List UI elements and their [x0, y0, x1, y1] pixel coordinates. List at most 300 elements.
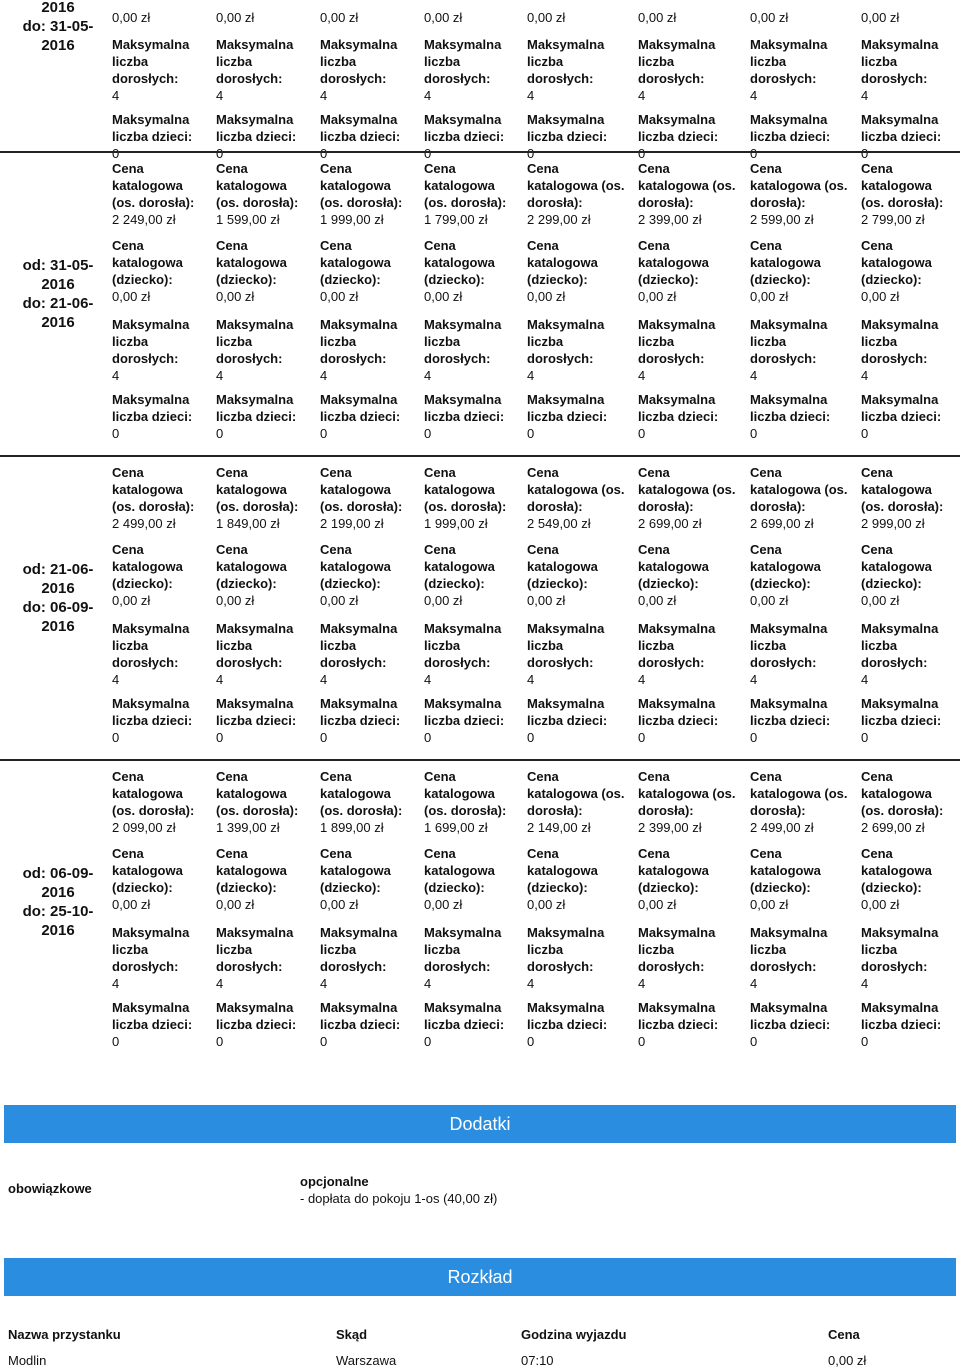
- max-children-label: Maksymalna: [861, 112, 939, 127]
- adult-price-value: 2 499,00 zł: [750, 820, 814, 835]
- max-adults-cell: [216, 924, 316, 992]
- max-children-value: 0: [750, 426, 758, 441]
- child-price-label: Cena: [216, 542, 248, 557]
- adult-price-cell: [638, 768, 738, 836]
- child-price-value: 0,00 zł: [424, 593, 463, 608]
- max-adults-value: 4: [216, 368, 224, 383]
- child-price-label: Cena: [216, 238, 248, 253]
- child-price-label: (dziecko):: [320, 576, 381, 591]
- max-adults-label: liczba: [320, 54, 357, 69]
- max-children-value: 0: [424, 1034, 432, 1049]
- adult-price-label: (os. dorosła):: [320, 803, 403, 818]
- max-adults-label: Maksymalna: [424, 317, 502, 332]
- max-children-label: Maksymalna: [750, 1000, 828, 1015]
- max-adults-value: 4: [216, 88, 224, 103]
- max-children-label: Maksymalna: [424, 392, 502, 407]
- child-price-label: (dziecko):: [112, 272, 173, 287]
- adult-price-cell: [424, 464, 524, 532]
- period-date-line: 2016: [41, 580, 75, 597]
- child-price-label: katalogowa: [424, 559, 495, 574]
- max-adults-label: liczba: [861, 942, 898, 957]
- adult-price-label: (os. dorosła):: [320, 195, 403, 210]
- adult-price-label: dorosła):: [527, 803, 583, 818]
- max-adults-label: dorosłych:: [638, 351, 705, 366]
- max-adults-label: Maksymalna: [216, 37, 294, 52]
- adult-price-label: dorosła):: [750, 803, 806, 818]
- adult-price-label: katalogowa: [112, 786, 183, 801]
- adult-price-label: (os. dorosła):: [424, 195, 507, 210]
- max-children-cell: [320, 695, 420, 746]
- child-price-label: katalogowa: [527, 863, 598, 878]
- max-children-value: 0: [112, 426, 120, 441]
- dodatki-title: Dodatki: [449, 1114, 511, 1134]
- adult-price-label: katalogowa: [424, 482, 495, 497]
- max-children-label: liczba dzieci:: [320, 713, 401, 728]
- child-price-label: Cena: [638, 846, 670, 861]
- adult-price-value: 1 599,00 zł: [216, 212, 280, 227]
- max-children-label: Maksymalna: [216, 1000, 294, 1015]
- child-price-value: 0,00 zł: [424, 289, 463, 304]
- max-adults-cell: [750, 316, 850, 384]
- max-adults-cell: [216, 36, 316, 104]
- max-children-cell: [750, 695, 850, 746]
- child-price-cell: [638, 845, 738, 913]
- child-price-label: (dziecko):: [424, 576, 485, 591]
- child-price-cell: [112, 845, 212, 913]
- max-adults-label: dorosłych:: [216, 351, 283, 366]
- max-children-label: liczba dzieci:: [527, 129, 608, 144]
- child-price-label: (dziecko):: [216, 272, 277, 287]
- adult-price-label: katalogowa (os.: [527, 178, 625, 193]
- adult-price-label: Cena: [638, 465, 670, 480]
- max-children-label: Maksymalna: [320, 392, 398, 407]
- child-price-cell: [527, 541, 627, 609]
- adult-price-label: Cena: [750, 161, 782, 176]
- child-price-label: Cena: [638, 542, 670, 557]
- adult-price-label: dorosła):: [527, 499, 583, 514]
- adult-price-value: 2 399,00 zł: [638, 820, 702, 835]
- max-children-value: 0: [424, 426, 432, 441]
- child-price-cell: [320, 541, 420, 609]
- price-period: [0, 759, 960, 1070]
- child-price-label: katalogowa: [216, 559, 287, 574]
- max-adults-label: dorosłych:: [638, 959, 705, 974]
- adult-price-cell: [320, 464, 420, 532]
- max-children-label: Maksymalna: [424, 112, 502, 127]
- adult-price-value: 1 999,00 zł: [320, 212, 384, 227]
- max-children-cell: [638, 999, 738, 1050]
- adult-price-label: katalogowa: [424, 786, 495, 801]
- child-price-value: 0,00 zł: [424, 897, 463, 912]
- child-price-cell: [861, 237, 960, 305]
- max-children-value: 0: [424, 146, 432, 161]
- max-adults-label: liczba: [861, 334, 898, 349]
- child-price-value: 0,00 zł: [750, 289, 789, 304]
- max-children-label: liczba dzieci:: [527, 409, 608, 424]
- max-children-value: 0: [320, 426, 328, 441]
- max-adults-label: Maksymalna: [750, 621, 828, 636]
- child-price-value: 0,00 zł: [861, 10, 900, 25]
- max-adults-cell: [320, 316, 420, 384]
- adult-price-value: 2 799,00 zł: [861, 212, 925, 227]
- adult-price-label: dorosła):: [750, 195, 806, 210]
- child-price-value: 0,00 zł: [638, 10, 677, 25]
- child-price-value: 0,00 zł: [861, 289, 900, 304]
- max-adults-label: dorosłych:: [320, 959, 387, 974]
- max-adults-cell: [216, 620, 316, 688]
- max-adults-label: liczba: [216, 54, 253, 69]
- period-date-line: 2016: [41, 276, 75, 293]
- max-adults-label: dorosłych:: [320, 71, 387, 86]
- adult-price-label: Cena: [527, 465, 559, 480]
- adult-price-label: Cena: [861, 161, 893, 176]
- max-children-cell: [424, 695, 524, 746]
- adult-price-value: 1 899,00 zł: [320, 820, 384, 835]
- max-children-cell: [750, 391, 850, 442]
- max-children-label: Maksymalna: [638, 392, 716, 407]
- child-price-label: Cena: [112, 846, 144, 861]
- child-price-cell: [527, 237, 627, 305]
- max-adults-value: 4: [112, 672, 120, 687]
- max-children-label: liczba dzieci:: [638, 713, 719, 728]
- adult-price-label: katalogowa (os.: [750, 482, 848, 497]
- max-adults-label: Maksymalna: [750, 925, 828, 940]
- child-price-label: katalogowa: [527, 255, 598, 270]
- child-price-label: (dziecko):: [861, 272, 922, 287]
- max-adults-label: dorosłych:: [861, 351, 928, 366]
- child-price-label: (dziecko):: [861, 576, 922, 591]
- adult-price-label: Cena: [527, 769, 559, 784]
- max-adults-value: 4: [861, 976, 869, 991]
- child-price-value: 0,00 zł: [112, 593, 151, 608]
- adult-price-label: katalogowa: [320, 786, 391, 801]
- period-date-line: 2016: [41, 884, 75, 901]
- child-price-label: (dziecko):: [638, 272, 699, 287]
- adult-price-label: Cena: [320, 161, 352, 176]
- max-children-label: Maksymalna: [638, 696, 716, 711]
- max-adults-label: dorosłych:: [216, 71, 283, 86]
- max-children-value: 0: [638, 426, 646, 441]
- adult-price-cell: [112, 160, 212, 228]
- max-children-label: liczba dzieci:: [216, 129, 297, 144]
- child-price-value: 0,00 zł: [216, 593, 255, 608]
- child-price-label: Cena: [320, 238, 352, 253]
- max-children-label: Maksymalna: [750, 696, 828, 711]
- max-children-value: 0: [527, 146, 535, 161]
- max-adults-label: liczba: [750, 334, 787, 349]
- max-adults-label: Maksymalna: [527, 925, 605, 940]
- child-price-value: 0,00 zł: [527, 10, 566, 25]
- max-children-value: 0: [527, 1034, 535, 1049]
- max-children-cell: [424, 391, 524, 442]
- adult-price-cell: [527, 464, 627, 532]
- child-price-label: (dziecko):: [216, 576, 277, 591]
- max-adults-value: 4: [861, 368, 869, 383]
- child-price-value: 0,00 zł: [112, 10, 151, 25]
- adult-price-label: katalogowa: [861, 482, 932, 497]
- max-adults-label: Maksymalna: [861, 925, 939, 940]
- child-price-label: katalogowa: [424, 863, 495, 878]
- max-adults-label: liczba: [112, 942, 149, 957]
- max-children-value: 0: [112, 730, 120, 745]
- max-children-cell: [112, 391, 212, 442]
- max-adults-cell: [638, 36, 738, 104]
- period-dates: [10, 256, 106, 332]
- max-adults-label: liczba: [216, 638, 253, 653]
- max-children-value: 0: [320, 146, 328, 161]
- child-price-label: Cena: [320, 542, 352, 557]
- adult-price-cell: [320, 768, 420, 836]
- adult-price-label: katalogowa (os.: [638, 786, 736, 801]
- max-children-cell: [320, 999, 420, 1050]
- max-adults-value: 4: [750, 88, 758, 103]
- max-adults-label: Maksymalna: [320, 37, 398, 52]
- max-adults-label: liczba: [638, 942, 675, 957]
- adult-price-label: dorosła):: [638, 195, 694, 210]
- max-adults-value: 4: [750, 976, 758, 991]
- max-adults-value: 4: [861, 672, 869, 687]
- max-adults-label: Maksymalna: [861, 317, 939, 332]
- adult-price-value: 2 699,00 zł: [861, 820, 925, 835]
- max-children-value: 0: [861, 426, 869, 441]
- child-price-value: 0,00 zł: [861, 897, 900, 912]
- max-children-value: 0: [320, 1034, 328, 1049]
- max-children-value: 0: [750, 730, 758, 745]
- child-price-label: (dziecko):: [320, 272, 381, 287]
- adult-price-label: dorosła):: [750, 499, 806, 514]
- child-price-value: 0,00 zł: [638, 289, 677, 304]
- child-price-value: 0,00 zł: [216, 10, 255, 25]
- child-price-label: katalogowa: [216, 255, 287, 270]
- max-children-value: 0: [638, 146, 646, 161]
- child-price-label: (dziecko):: [750, 272, 811, 287]
- adult-price-label: katalogowa: [320, 178, 391, 193]
- max-adults-label: Maksymalna: [527, 317, 605, 332]
- max-children-value: 0: [216, 146, 224, 161]
- child-price-label: katalogowa: [112, 559, 183, 574]
- max-adults-cell: [750, 36, 850, 104]
- max-adults-cell: [638, 620, 738, 688]
- max-children-label: liczba dzieci:: [638, 1017, 719, 1032]
- adult-price-value: 1 799,00 zł: [424, 212, 488, 227]
- max-adults-cell: [320, 36, 420, 104]
- max-children-label: Maksymalna: [112, 696, 190, 711]
- child-price-cell: [320, 845, 420, 913]
- max-adults-value: 4: [112, 368, 120, 383]
- max-adults-value: 4: [320, 976, 328, 991]
- max-adults-label: dorosłych:: [750, 959, 817, 974]
- max-adults-label: dorosłych:: [527, 351, 594, 366]
- max-adults-cell: [527, 924, 627, 992]
- max-children-value: 0: [320, 730, 328, 745]
- child-price-value: 0,00 zł: [527, 289, 566, 304]
- adult-price-value: 2 249,00 zł: [112, 212, 176, 227]
- max-adults-label: liczba: [216, 334, 253, 349]
- child-price-value: 0,00 zł: [320, 289, 359, 304]
- max-children-cell: [216, 391, 316, 442]
- max-adults-cell: [638, 316, 738, 384]
- adult-price-label: Cena: [424, 465, 456, 480]
- max-children-value: 0: [112, 146, 120, 161]
- adult-price-label: Cena: [216, 769, 248, 784]
- obowiazkowe-label: obowiązkowe: [8, 1181, 92, 1196]
- max-adults-label: Maksymalna: [424, 925, 502, 940]
- max-children-label: liczba dzieci:: [638, 409, 719, 424]
- adult-price-label: (os. dorosła):: [112, 195, 195, 210]
- max-adults-label: Maksymalna: [424, 37, 502, 52]
- max-children-label: liczba dzieci:: [527, 713, 608, 728]
- max-adults-label: liczba: [638, 54, 675, 69]
- max-children-label: Maksymalna: [320, 696, 398, 711]
- max-adults-label: liczba: [112, 334, 149, 349]
- child-price-label: Cena: [424, 846, 456, 861]
- child-price-cell: [424, 237, 524, 305]
- max-adults-label: Maksymalna: [527, 621, 605, 636]
- adult-price-cell: [216, 768, 316, 836]
- child-price-label: katalogowa: [424, 255, 495, 270]
- max-children-label: liczba dzieci:: [750, 409, 831, 424]
- header-cena: Cena: [828, 1327, 860, 1342]
- max-adults-cell: [112, 620, 212, 688]
- max-children-label: Maksymalna: [638, 112, 716, 127]
- adult-price-cell: [861, 768, 960, 836]
- max-adults-label: liczba: [424, 334, 461, 349]
- max-adults-label: dorosłych:: [750, 655, 817, 670]
- adult-price-label: Cena: [861, 769, 893, 784]
- adult-price-cell: [861, 464, 960, 532]
- child-price-label: (dziecko):: [750, 576, 811, 591]
- max-children-label: Maksymalna: [750, 112, 828, 127]
- max-adults-label: Maksymalna: [320, 925, 398, 940]
- child-price-label: Cena: [112, 238, 144, 253]
- max-children-label: liczba dzieci:: [750, 1017, 831, 1032]
- max-adults-label: dorosłych:: [112, 351, 179, 366]
- max-adults-label: Maksymalna: [861, 37, 939, 52]
- max-adults-label: Maksymalna: [320, 621, 398, 636]
- max-adults-cell: [112, 36, 212, 104]
- period-dates: [10, 864, 106, 940]
- child-price-label: katalogowa: [750, 863, 821, 878]
- adult-price-label: (os. dorosła):: [861, 803, 944, 818]
- child-price-value: 0,00 zł: [320, 10, 359, 25]
- max-children-cell: [750, 999, 850, 1050]
- max-children-label: liczba dzieci:: [112, 1017, 193, 1032]
- adult-price-label: Cena: [320, 769, 352, 784]
- max-adults-value: 4: [320, 88, 328, 103]
- child-price-label: Cena: [750, 238, 782, 253]
- max-adults-label: dorosłych:: [112, 655, 179, 670]
- max-adults-label: liczba: [320, 638, 357, 653]
- child-price-label: katalogowa: [861, 255, 932, 270]
- max-adults-cell: [861, 36, 960, 104]
- max-adults-value: 4: [527, 88, 535, 103]
- max-children-value: 0: [750, 1034, 758, 1049]
- adult-price-label: Cena: [216, 161, 248, 176]
- max-children-cell: [638, 695, 738, 746]
- child-price-value: 0,00 zł: [750, 897, 789, 912]
- max-adults-cell: [861, 620, 960, 688]
- child-price-label: (dziecko):: [424, 272, 485, 287]
- max-children-label: Maksymalna: [861, 392, 939, 407]
- adult-price-cell: [216, 464, 316, 532]
- max-children-cell: [638, 391, 738, 442]
- max-children-label: liczba dzieci:: [424, 713, 505, 728]
- max-adults-label: Maksymalna: [112, 621, 190, 636]
- child-price-label: Cena: [527, 846, 559, 861]
- child-price-cell: [424, 845, 524, 913]
- adult-price-label: katalogowa: [861, 178, 932, 193]
- adult-price-label: (os. dorosła):: [112, 499, 195, 514]
- adult-price-label: Cena: [216, 465, 248, 480]
- adult-price-label: katalogowa: [112, 178, 183, 193]
- adult-price-label: dorosła):: [638, 499, 694, 514]
- max-adults-label: Maksymalna: [424, 621, 502, 636]
- max-children-label: liczba dzieci:: [112, 409, 193, 424]
- adult-price-label: Cena: [638, 161, 670, 176]
- child-price-label: Cena: [216, 846, 248, 861]
- adult-price-cell: [750, 160, 850, 228]
- rozklad-title: Rozkład: [447, 1267, 513, 1287]
- max-adults-label: Maksymalna: [861, 621, 939, 636]
- child-price-label: (dziecko):: [638, 880, 699, 895]
- adult-price-label: (os. dorosła):: [112, 803, 195, 818]
- max-children-cell: [861, 999, 960, 1050]
- max-adults-value: 4: [424, 976, 432, 991]
- max-adults-label: Maksymalna: [216, 621, 294, 636]
- period-date-line: 2016: [41, 37, 75, 54]
- max-children-label: liczba dzieci:: [750, 129, 831, 144]
- child-price-label: katalogowa: [861, 559, 932, 574]
- child-price-label: katalogowa: [320, 255, 391, 270]
- max-children-value: 0: [861, 730, 869, 745]
- child-price-value: 0,00 zł: [750, 10, 789, 25]
- max-adults-label: dorosłych:: [527, 655, 594, 670]
- max-adults-value: 4: [638, 368, 646, 383]
- max-children-label: Maksymalna: [527, 1000, 605, 1015]
- child-price-label: katalogowa: [638, 255, 709, 270]
- adult-price-value: 2 099,00 zł: [112, 820, 176, 835]
- max-adults-value: 4: [216, 672, 224, 687]
- child-price-value: 0,00 zł: [216, 897, 255, 912]
- adult-price-label: Cena: [112, 769, 144, 784]
- max-children-label: Maksymalna: [861, 1000, 939, 1015]
- adult-price-cell: [527, 768, 627, 836]
- adult-price-label: katalogowa (os.: [750, 786, 848, 801]
- max-adults-cell: [638, 924, 738, 992]
- adult-price-value: 1 849,00 zł: [216, 516, 280, 531]
- max-adults-value: 4: [424, 88, 432, 103]
- child-price-label: Cena: [527, 542, 559, 557]
- child-price-cell: [750, 541, 850, 609]
- price-period: [0, 151, 960, 450]
- max-adults-cell: [861, 316, 960, 384]
- child-price-label: katalogowa: [750, 255, 821, 270]
- max-adults-label: liczba: [861, 638, 898, 653]
- child-price-cell: [216, 541, 316, 609]
- max-adults-value: 4: [527, 672, 535, 687]
- adult-price-value: 1 399,00 zł: [216, 820, 280, 835]
- max-children-cell: [112, 695, 212, 746]
- child-price-label: Cena: [527, 238, 559, 253]
- child-price-cell: [320, 237, 420, 305]
- adult-price-label: Cena: [527, 161, 559, 176]
- child-price-label: (dziecko):: [112, 880, 173, 895]
- max-adults-cell: [320, 620, 420, 688]
- child-price-value: 0,00 zł: [320, 897, 359, 912]
- adult-price-label: Cena: [424, 769, 456, 784]
- max-adults-value: 4: [527, 976, 535, 991]
- max-children-cell: [216, 695, 316, 746]
